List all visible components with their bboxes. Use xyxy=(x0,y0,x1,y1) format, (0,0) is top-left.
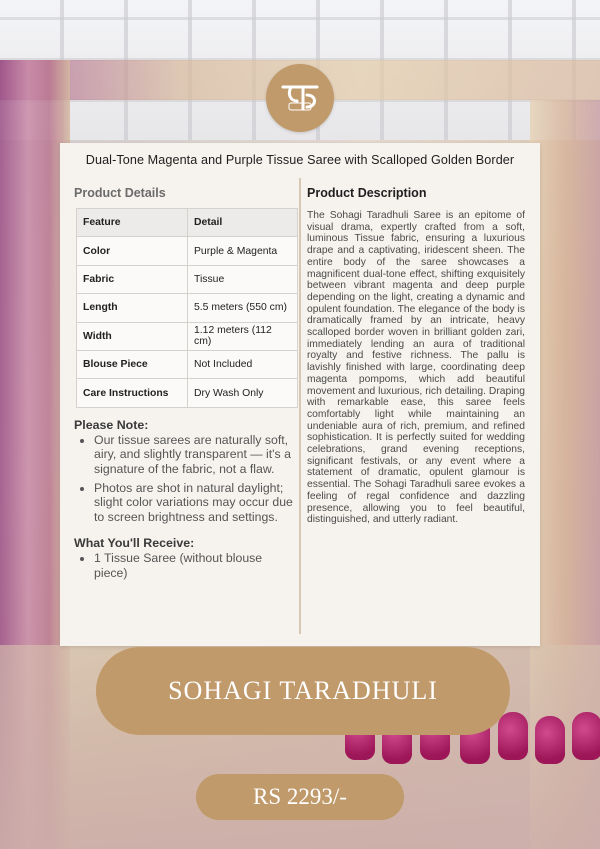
detail-cell: Purple & Magenta xyxy=(188,237,298,265)
product-title: Dual-Tone Magenta and Purple Tissue Saree with Scalloped Golden Border xyxy=(85,153,515,167)
table-row xyxy=(77,265,298,293)
detail-cell: Dry Wash Only xyxy=(188,379,298,407)
note-list xyxy=(74,433,298,525)
details-heading: Product Details xyxy=(74,186,166,200)
list-item: • Photos are shot in natural daylight; slight color variations may occur due to screen brightness and settings. xyxy=(94,481,298,525)
product-name-banner xyxy=(96,647,510,735)
detail-cell: 1.12 meters (112 cm) xyxy=(188,322,298,350)
detail-cell: Not Included xyxy=(188,350,298,378)
brand-monogram-icon xyxy=(277,75,323,121)
table-row xyxy=(77,379,298,407)
details-column xyxy=(74,186,298,584)
details-table-header xyxy=(77,209,298,237)
feature-cell: Width xyxy=(77,322,188,350)
feature-column-header: Feature xyxy=(77,209,188,237)
table-row xyxy=(77,237,298,265)
feature-cell: Fabric xyxy=(77,265,188,293)
description-heading: Product Description xyxy=(307,186,427,200)
note-heading: Please Note: xyxy=(74,417,149,432)
product-card xyxy=(60,143,540,646)
feature-cell: Care Instructions xyxy=(77,379,188,407)
receive-heading: What You'll Receive: xyxy=(74,536,195,551)
table-row xyxy=(77,350,298,378)
list-item: • 1 Tissue Saree (without blouse piece) xyxy=(94,551,298,580)
description-text: The Sohagi Taradhuli Saree is an epitome of visual drama, expertly crafted from a soft, luminous Tissue fabric, ensuring a luxurious drape and a captivating, iridescent sheen. The entire body of the saree showcases a magnificent dual-tone effect, shifting exquisitely between vibrant magenta and deep purple depending on the light, creating a dynamic and opulent foundation. The elegance of the body is dramatically framed by an intricate, heavy scalloped border woven in brilliant golden zari, immediately lending an aura of traditional royalty and festive richness. The pallu is lavishly finished with large, coordinating deep magenta pompoms, which add beautiful movement and luxurious, rich detailing. Draping with remarkable ease, this saree feels comfortably light while maintaining an undeniable aura of rich, premium, and refined sophistication. It is perfectly suited for wedding celebrations, grand evening receptions, significant festivals, or any event where a statement of dramatic, opulent glamour is essential. The Sohagi Taradhuli saree evokes a feeling of regal confidence and dazzling presence, allowing you to feel beautiful, distinguished, and utterly radiant. xyxy=(307,210,525,526)
brand-logo xyxy=(266,64,334,132)
detail-cell: Tissue xyxy=(188,265,298,293)
list-item: • Our tissue sarees are naturally soft, airy, and slightly transparent — it's a signature of the fabric, not a flaw. xyxy=(94,433,298,477)
product-price: RS 2293/- xyxy=(253,784,347,809)
column-divider xyxy=(299,178,301,634)
detail-column-header: Detail xyxy=(188,209,298,237)
receive-list xyxy=(74,551,298,580)
price-banner xyxy=(196,774,404,820)
details-table xyxy=(76,208,298,408)
table-row xyxy=(77,294,298,322)
table-row xyxy=(77,322,298,350)
feature-cell: Blouse Piece xyxy=(77,350,188,378)
detail-cell: 5.5 meters (550 cm) xyxy=(188,294,298,322)
product-name: SOHAGI TARADHULI xyxy=(168,676,438,705)
feature-cell: Length xyxy=(77,294,188,322)
feature-cell: Color xyxy=(77,237,188,265)
description-column xyxy=(307,186,525,526)
